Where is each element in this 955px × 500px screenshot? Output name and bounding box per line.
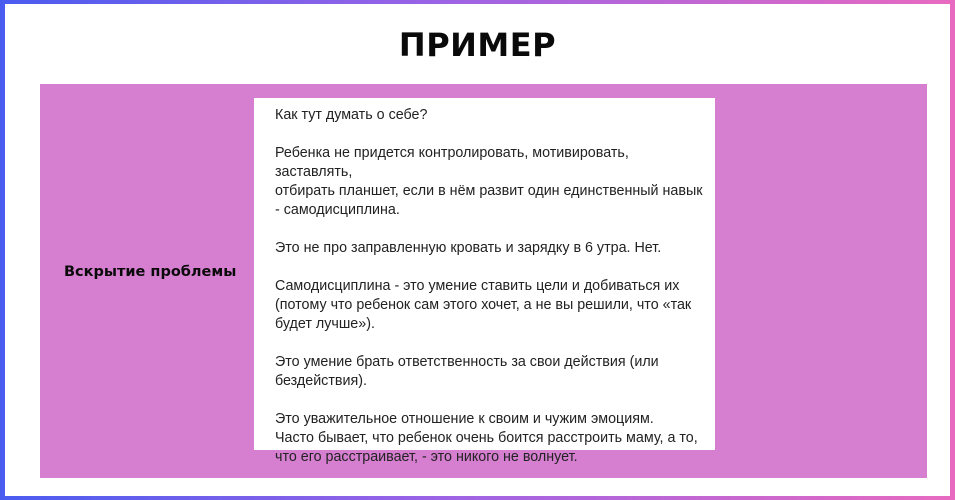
text-paragraph: Ребенка не придется контролировать, мотивировать, заставлять, отбирать планшет, если в нём развит один единственный навык - самодисциплина. <box>275 145 703 218</box>
text-paragraph: Это умение брать ответственность за свои действия (или бездействия). <box>275 354 659 389</box>
text-paragraph: Самодисциплина - это умение ставить цели и добиваться их (потому что ребенок сам этого хочет, а не вы решили, что «так будет лучше»). <box>275 278 692 332</box>
text-paragraph: Это не про заправленную кровать и зарядку в 6 утра. Нет. <box>275 240 662 256</box>
text-paragraph: Это уважительное отношение к своим и чужим эмоциям. Часто бывает, что ребенок очень боится расстроить маму, а то, что его расстраивает, - это никого не волнует. <box>275 411 698 465</box>
text-paragraph: Как тут думать о себе? <box>275 107 428 123</box>
section-label: Вскрытие проблемы <box>64 264 237 280</box>
example-text-card <box>254 98 715 465</box>
page-title: ПРИМЕР <box>398 26 557 64</box>
